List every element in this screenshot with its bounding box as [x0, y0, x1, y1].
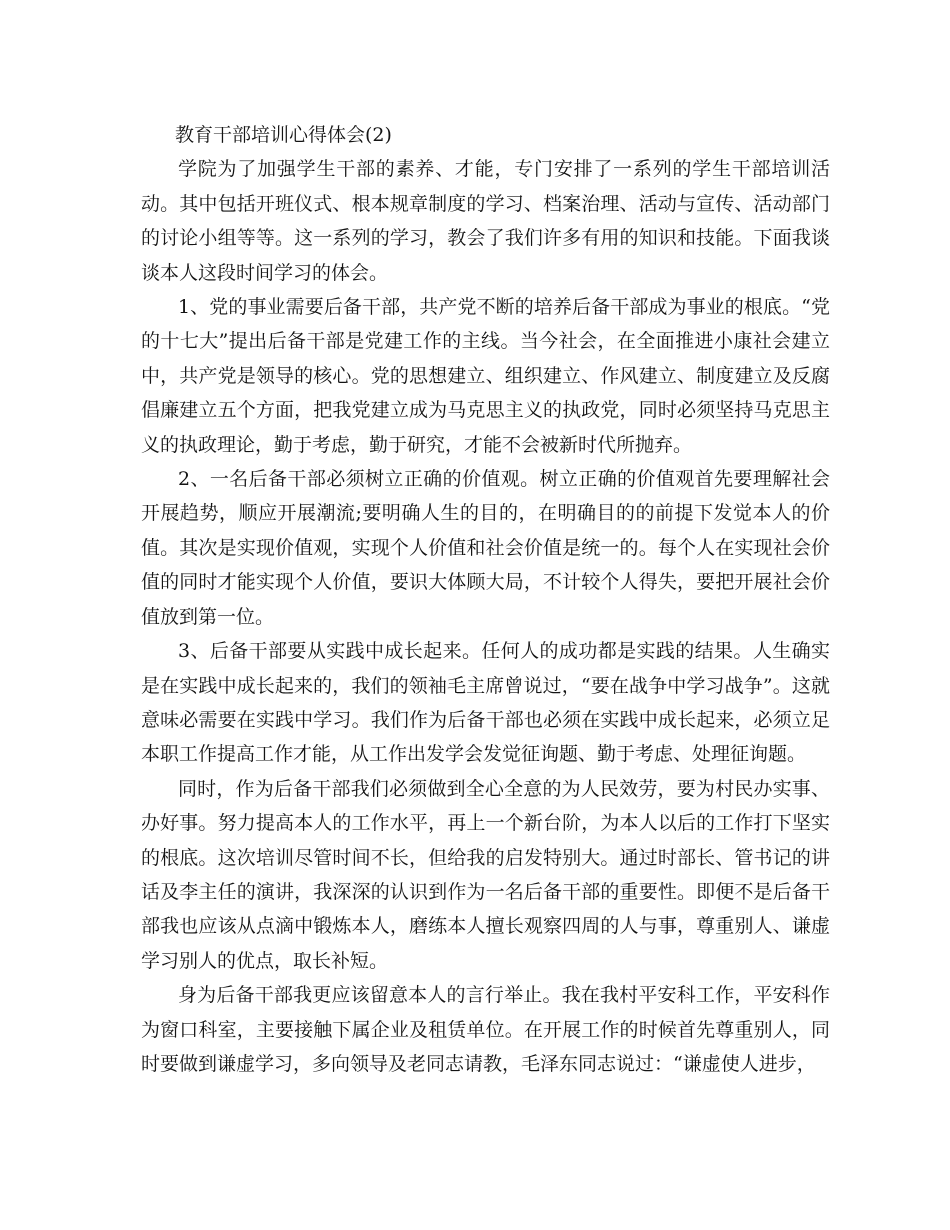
paragraph-conduct: 身为后备干部我更应该留意本人的言行举止。我在我村平安科工作，平安科作为窗口科室，主要接触下属企业及租赁单位。在开展工作的时候首先尊重别人，同时要做到谦虚学习，多向领导及老同志请教，毛泽东同志说过：“谦虚使人进步， — [141, 984, 830, 1075]
paragraph-intro: 学院为了加强学生干部的素养、才能，专门安排了一系列的学生干部培训活动。其中包括开班仪式、根本规章制度的学习、档案治理、活动与宣传、活动部门的讨论小组等等。这一系列的学习，教会了我们许多有用的知识和技能。下面我谈谈本人这段时间学习的体会。 — [141, 158, 830, 284]
paragraph-service: 同时，作为后备干部我们必须做到全心全意的为人民效劳，要为村民办实事、办好事。努力提高本人的工作水平，再上一个新台阶，为本人以后的工作打下坚实的根底。这次培训尽管时间不长，但给我的启发特别大。通过时部长、管书记的讲话及李主任的演讲，我深深的认识到作为一名后备干部的重要性。即便不是后备干部我也应该从点滴中锻炼本人，磨练本人擅长观察四周的人与事，尊重别人、谦虚学习别人的优点，取长补短。 — [141, 777, 830, 972]
paragraph-point-3: 3、后备干部要从实践中成长起来。任何人的成功都是实践的结果。人生确实是在实践中成长起来的，我们的领袖毛主席曾说过，“要在战争中学习战争”。这就意味必需要在实践中学习。我们作为后备干部也必须在实践中成长起来，必须立足本职工作提高工作才能，从工作出发学会发觉征询题、勤于考虑、处理征询题。 — [141, 640, 830, 766]
paragraph-point-1: 1、党的事业需要后备干部，共产党不断的培养后备干部成为事业的根底。“党的十七大”提出后备干部是党建工作的主线。当今社会，在全面推进小康社会建立中，共产党是领导的核心。党的思想建立、组织建立、作风建立、制度建立及反腐倡廉建立五个方面，把我党建立成为马克思主义的执政党，同时必须坚持马克思主义的执政理论，勤于考虑，勤于研究，才能不会被新时代所抛弃。 — [141, 296, 830, 456]
document-title: 教育干部培训心得体会(2) — [175, 124, 392, 146]
paragraph-point-2: 2、一名后备干部必须树立正确的价值观。树立正确的价值观首先要理解社会开展趋势，顺应开展潮流;要明确人生的目的，在明确目的的前提下发觉本人的价值。其次是实现价值观，实现个人价值和社会价值是统一的。每个人在实现社会价值的同时才能实现个人价值，要识大体顾大局，不计较个人得失，要把开展社会价值放到第一位。 — [141, 468, 830, 628]
